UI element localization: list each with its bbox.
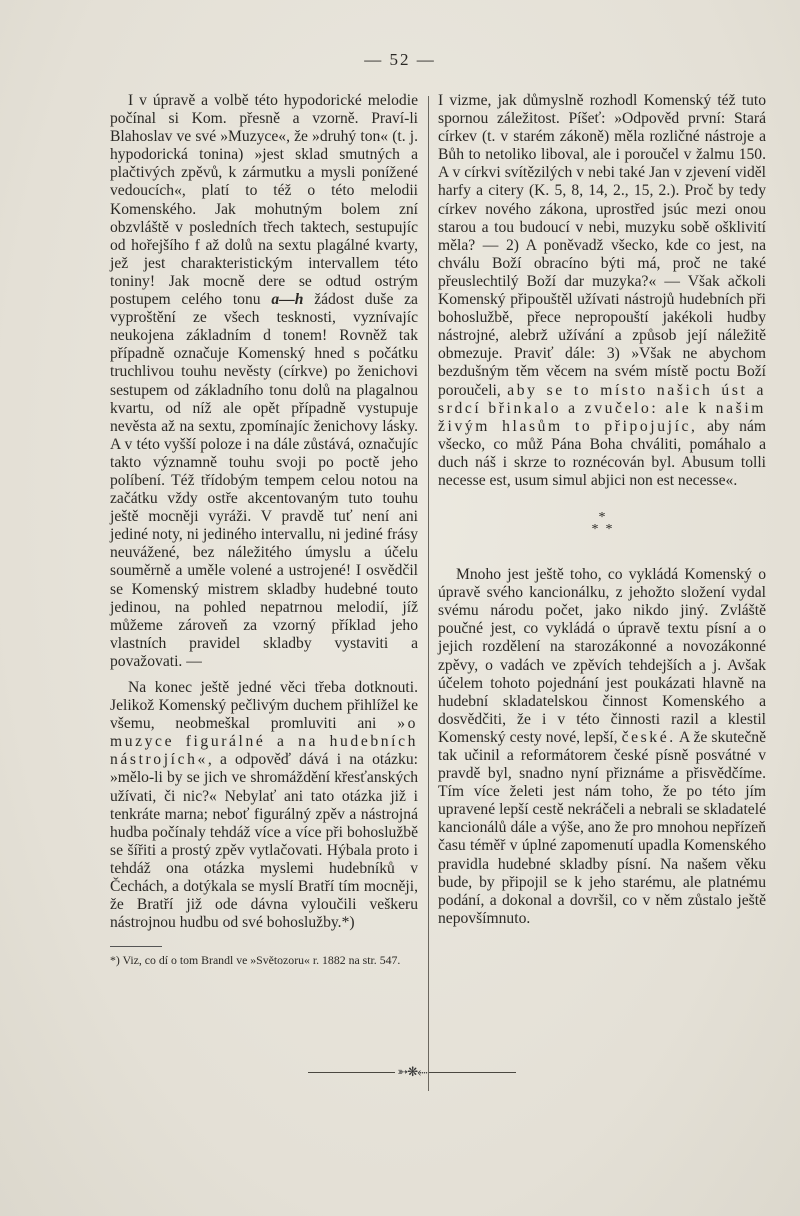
paragraph-text: , a odpověď dává i na otázku: »mělo-li by se jich ve shromáždění křesťanských užívati, či nic?« Nebylať ani tato otázka již i tenkráte marna; neboť figurálný zpěv a nástrojná hudba počínaly tehdáž více a více při bohoslužbě se šířiti a prostý zpěv vytlačovati. Hýbala proto i tehdáž ona otázka myslemi hudebníků v Čechách, a dotýkala se myslí Bratří tím mocněji, že Bratří již ode dávna vyloučili veškeru nástrojnou hudbu od své bohoslužby.*)	[110, 751, 418, 932]
note-interval: a—h	[271, 291, 304, 309]
footnote-rule	[110, 946, 162, 947]
spaced-quote: aby se to místo našich úst a srdcí břinkalo a zvučelo: ale k našim živým hlasům to připojujíc,	[438, 381, 766, 435]
asterism	[438, 512, 766, 536]
paragraph-text: Na konec ještě jedné věci třeba dotknouti. Jelikož Komenský pečlivým duchem přihlížel ke všemu, neobmeškal promluviti ani	[110, 679, 418, 733]
asterism-bottom: * *	[591, 522, 613, 538]
ornament-rule-right	[429, 1072, 516, 1073]
paragraph-text: žádost duše za vyproštění ze všech tesknosti, vyznívajíc neukojena základním d tonem! Rovněž tak případně označuje Komenský hned s počátku truchlivou touhu nevěsty (církve) po ženichovi sestupem od základního tonu dolů na plagalnou kvartu, od níž ale opět případně vystupuje nevěsta až na sextu, zpomínajíc ženichovy lásky. A v této vyšší poloze i na dále zůstává, označujíc takto významně touhu svoji po poctě jeho políbení. Též třídobým tempem celou notou na začátku vždy ostře akcentovaným tuto touhu ještě mocněji vyráži. V pravdě tuť není ani jediné noty, ni jediného intervallu, ni jediné frásy neuvážené, bez náležitého úmyslu a účelu souměrně a uměle volené a ustrojené! I osvědčil se Komenský mistrem skladby hudebné touto jedinou, na pohled nepatrnou melodií, jíž můžeme zároveň za vzorný příklad jeho vlastních pravidel skladby vystaviti a považovati. —	[110, 291, 418, 670]
right-column	[438, 92, 766, 928]
paragraph-text: I vizme, jak důmyslně rozhodl Komenský též tuto spornou záležitost. Píšeť: »Odpověd první: Stará církev (t. v starém zákoně) měla rozličné nástroje a Bůh to netoliko liboval, ale i poroučel v žalmu 150. A v církvi svítězilých v nebi také Jan v zjevení viděl harfy a citery (K. 5, 8, 14, 2., 15, 2.). Proč by tedy církev nového zákona, uprostřed jsúc mezi onou starou a tou budoucí v nebi, muzyku sobě ošklivití měla? — 2) A poněvadž všecko, kde co jest, na chválu Boží obracíno býti má, proč ne také přeuslechtilý Boží dar muzyka?« — Však ačkoli Komenský připouštěl užívati nástrojů hudebních při bohoslužbě, přece nepropouští jakékoli hudby nástrojné, alebrž užívání a způsob její náležitě obmezuje. Praviť dále: 3) »Však ne abychom bezdušným těm věcem na svém místě poctu Boží poroučeli,	[438, 92, 766, 399]
asterism-top: *	[598, 510, 606, 526]
ornament-rule-left	[308, 1072, 395, 1073]
left-column	[110, 92, 418, 967]
paragraph-text: aby nám všecko, co můž Pána Boha chváliti, pomáhalo a duch náš i skrze to roznécován byl. Abusum tolli necesse est, usum simul abjici non est necesse«.	[438, 417, 767, 489]
paragraph	[438, 566, 766, 928]
footnote: *) Viz, co dí o tom Brandl ve »Světozoru« r. 1882 na str. 547.	[110, 953, 401, 968]
spaced-quote: »o muzyce figurálné a na hudebních nástrojích«	[110, 715, 418, 769]
page-number: — 52 —	[364, 50, 436, 69]
paragraph	[110, 679, 418, 932]
paragraph	[438, 92, 766, 490]
spaced-word: české.	[621, 728, 676, 746]
closing-ornament	[308, 1064, 516, 1080]
paragraph-text: I v úpravě a volbě této hypodorické melodie počínal si Kom. přesně a vzorně. Praví-li Blahoslav ve své »Muzyce«, že »druhý ton« (t. j. hypodorická tonina) »jest sklad smutných a plačtivých zpěvů, k zármutku a mysli ponížené vedoucích«, platí to též o této melodii Komenského. Jak mohutným bolem zní obzvláště v posledních třech taktech, sestupujíc od hořejšího f až dolů na sextu plagálné kvarty, jež jest charakteristickým intervallem této toniny! Jak mocně dere se odtud ostrým postupem celého tonu	[110, 92, 418, 309]
column-divider	[428, 96, 429, 1091]
fleuron-icon: ➳❋⬸	[397, 1064, 427, 1079]
paragraph	[110, 92, 418, 671]
paragraph-text: A že skutečně tak učinil a reformátorem české písně posvátné v pravdě byl, snadno nyní přiznáme a přisvědčíme. Tím více želeti jest nám toho, že po této jím upravené lepší cestě nekráčeli a nebrali se skladatelé kancionálů dále a výše, ano že pro mnohou nepřízeň času téměř v úplné zapomenutí upadla Komenského pravidla hudebné skladby písní. Na našem věku bude, by připojil se k jeho starému, ale platnému podání, a dokonal a dovršil, co v něm zůstalo ještě nepovšímnuto.	[438, 728, 766, 927]
paragraph-text: Mnoho jest ještě toho, co vykládá Komenský o úpravě svého kancionálku, z jehožto složení vydal svému národu počet, jako nikdo jiný. Zvláště poučné jest, co vykládá o úpravě textu písní a o jejich rozdělení na starozákonné a novozákonné zpěvy, o vadách ve zpěvích tehdejších a j. Avšak účelem tohoto pojednání jest poukázati hlavně na hudební skladatelskou činnost Komenského a dosvědčiti, že i v této činnosti razil a klestil Komenský cesty nové, lepší,	[438, 566, 766, 746]
